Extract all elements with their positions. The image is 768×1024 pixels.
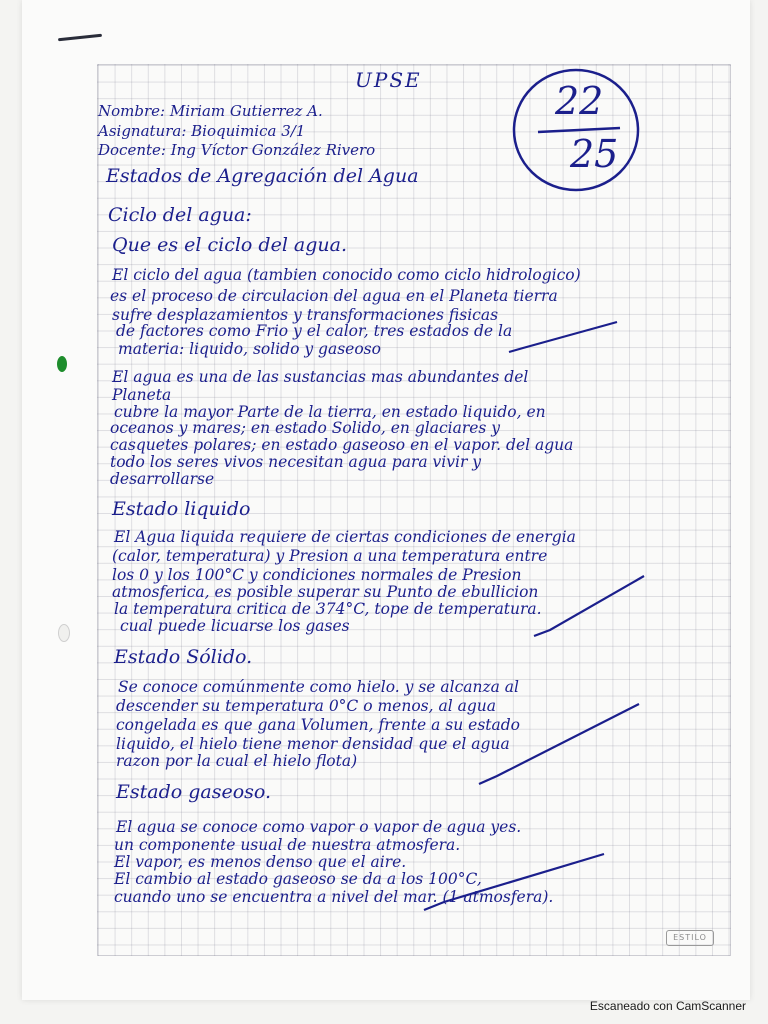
check-mark bbox=[475, 700, 645, 790]
text-line: casquetes polares; en estado gaseoso en el vapor. del agua bbox=[110, 436, 574, 454]
text-line: oceanos y mares; en estado Solido, en glaciares y bbox=[110, 419, 501, 437]
text-line: congelada es que gana Volumen, frente a su estado bbox=[116, 716, 521, 734]
title-heading: Estados de Agregación del Agua bbox=[106, 165, 419, 187]
text-line: sufre desplazamientos y transformaciones fisicas bbox=[112, 306, 499, 324]
text-line: desarrollarse bbox=[110, 470, 215, 488]
text-line: (calor, temperatura) y Presion a una temperatura entre bbox=[112, 547, 548, 565]
check-mark bbox=[420, 850, 610, 915]
text-line: El Agua liquida requiere de ciertas condiciones de energia bbox=[114, 528, 576, 546]
text-line: de factores como Frio y el calor, tres estados de la bbox=[116, 322, 513, 340]
school-title: UPSE bbox=[355, 68, 422, 92]
text-line: descender su temperatura 0°C o menos, al agua bbox=[116, 697, 496, 715]
check-mark bbox=[505, 318, 625, 358]
text-line: cuando uno se encuentra a nivel del mar. (1 atmosfera). bbox=[114, 888, 554, 906]
binder-hole bbox=[58, 624, 70, 642]
grade-total: 25 bbox=[570, 132, 619, 176]
text-line: Planeta bbox=[112, 386, 172, 404]
text-line: El agua es una de las sustancias mas abundantes del bbox=[112, 368, 529, 386]
text-line: un componente usual de nuestra atmosfera. bbox=[114, 836, 461, 854]
section-heading-solido: Estado Sólido. bbox=[114, 646, 253, 668]
teacher: Docente: Ing Víctor González Rivero bbox=[98, 141, 376, 159]
text-line: liquido, el hielo tiene menor densidad que el agua bbox=[116, 735, 510, 753]
question-heading: Que es el ciclo del agua. bbox=[112, 234, 348, 256]
scanner-footer: Escaneado con CamScanner bbox=[589, 999, 746, 1013]
check-mark bbox=[530, 572, 650, 642]
text-line: El ciclo del agua (tambien conocido como ciclo hidrologico) bbox=[112, 266, 581, 284]
text-line: atmosferica, es posible superar su Punto de ebullicion bbox=[112, 583, 539, 601]
section-heading-gaseoso: Estado gaseoso. bbox=[116, 781, 272, 803]
text-line: cual puede licuarse los gases bbox=[120, 617, 350, 635]
section-heading-liquido: Estado liquido bbox=[112, 498, 251, 520]
text-line: la temperatura critica de 374°C, tope de temperatura. bbox=[114, 600, 542, 618]
text-line: razon por la cual el hielo flota) bbox=[116, 752, 358, 770]
text-line: Se conoce comúnmente como hielo. y se alcanza al bbox=[118, 678, 520, 696]
text-line: los 0 y los 100°C y condiciones normales de Presion bbox=[112, 566, 522, 584]
text-line: es el proceso de circulacion del agua en el Planeta tierra bbox=[110, 287, 558, 305]
subject: Asignatura: Bioquimica 3/1 bbox=[98, 122, 306, 140]
notebook-brand-stamp: ESTILO bbox=[666, 930, 714, 946]
section-heading-ciclo: Ciclo del agua: bbox=[108, 204, 252, 226]
text-line: El agua se conoce como vapor o vapor de agua yes. bbox=[116, 818, 522, 836]
text-line: cubre la mayor Parte de la tierra, en estado liquido, en bbox=[114, 403, 546, 421]
student-name: Nombre: Miriam Gutierrez A. bbox=[98, 102, 323, 120]
text-line: El vapor, es menos denso que el aire. bbox=[114, 853, 407, 871]
text-line: todo los seres vivos necesitan agua para vivir y bbox=[110, 453, 482, 471]
text-line: materia: liquido, solido y gaseoso bbox=[118, 340, 381, 358]
grade-score: 22 bbox=[555, 79, 604, 123]
binder-hole-green bbox=[57, 356, 67, 372]
text-line: El cambio al estado gaseoso se da a los 100°C, bbox=[114, 870, 482, 888]
